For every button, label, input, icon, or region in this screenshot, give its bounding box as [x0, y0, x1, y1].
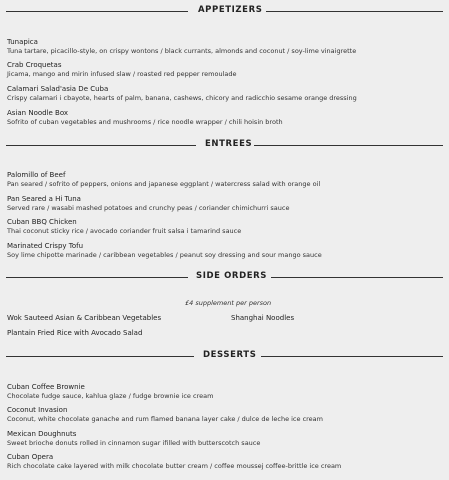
- item-description: Thai coconut sticky rice / avocado coriander fruit salsa i tamarind sauce: [7, 227, 242, 235]
- side-orders-header: [6, 271, 443, 283]
- header-rule-right: [254, 145, 443, 146]
- item-name: Coconut Invasion: [7, 406, 68, 414]
- section-title: DESSERTS: [203, 350, 257, 360]
- section-title: SIDE ORDERS: [196, 271, 268, 281]
- menu-item: [7, 195, 443, 213]
- item-description: Jicama, mango and mirin infused slaw / roasted red pepper remoulade: [7, 70, 237, 78]
- item-name: Mexican Doughnuts: [7, 430, 77, 438]
- item-name: Cuban BBQ Chicken: [7, 218, 77, 226]
- header-rule-left: [6, 11, 188, 12]
- menu-item: [7, 406, 443, 424]
- header-rule-right: [266, 11, 443, 12]
- item-name: Pan Seared a Hi Tuna: [7, 195, 81, 203]
- item-name: Cuban Opera: [7, 453, 54, 461]
- item-name: Marinated Crispy Tofu: [7, 242, 84, 250]
- item-description: Soy lime chipotte marinade / caribbean vegetables / peanut soy dressing and sour mango sauce: [7, 251, 322, 259]
- section-title: APPETIZERS: [198, 5, 263, 15]
- side-order-item: Plantain Fried Rice with Avocado Salad: [7, 329, 143, 337]
- item-description: Pan seared / sofrito of peppers, onions and japanese eggplant / watercress salad with orange oil: [7, 180, 321, 188]
- menu-item: [7, 38, 443, 56]
- item-description: Tuna tartare, picacillo-style, on crispy wontons / black currants, almonds and coconut / soy-lime vinaigrette: [7, 47, 357, 55]
- item-description: Served rare / wasabi mashed potatoes and crunchy peas / coriander chimichurri sauce: [7, 204, 290, 212]
- item-name: Calamari Salad'asia De Cuba: [7, 85, 109, 93]
- item-description: Crispy calamari i cbayote, hearts of palm, banana, cashews, chicory and radicchio sesame orange dressing: [7, 94, 357, 102]
- item-name: Tunapica: [7, 38, 38, 46]
- item-name: Crab Croquetas: [7, 61, 62, 69]
- header-rule-left: [6, 145, 196, 146]
- item-description: Rich chocolate cake layered with milk chocolate butter cream / coffee moussej coffee-brittle ice cream: [7, 462, 342, 470]
- menu-item: [7, 242, 443, 260]
- desserts-header: [6, 350, 443, 362]
- header-rule-right: [271, 277, 443, 278]
- appetizers-header: [6, 5, 443, 17]
- item-name: Asian Noodle Box: [7, 109, 69, 117]
- menu-item: [7, 218, 443, 236]
- menu-item: [7, 171, 443, 189]
- header-rule-left: [6, 356, 194, 357]
- header-rule-left: [6, 277, 188, 278]
- item-description: Chocolate fudge sauce, kahlua glaze / fudge brownie ice cream: [7, 392, 214, 400]
- supplement-note: £4 supplement per person: [185, 299, 272, 307]
- menu-item: [7, 430, 443, 448]
- menu-item: [7, 109, 443, 127]
- menu-item: [7, 85, 443, 103]
- item-name: Palomillo of Beef: [7, 171, 66, 179]
- section-title: ENTREES: [205, 139, 253, 149]
- menu-item: [7, 61, 443, 79]
- item-name: Cuban Coffee Brownie: [7, 383, 85, 391]
- item-description: Sweet brioche donuts rolled in cinnamon sugar ifilled with butterscotch sauce: [7, 439, 261, 447]
- side-order-item: Wok Sauteed Asian & Caribbean Vegetables: [7, 314, 162, 322]
- item-description: Coconut, white chocolate ganache and rum flamed banana layer cake / dulce de leche ice cream: [7, 415, 323, 423]
- entrees-header: [6, 139, 443, 151]
- item-description: Sofrito of cuban vegetables and mushrooms / rice noodle wrapper / chili hoisin broth: [7, 118, 283, 126]
- side-order-item: Shanghai Noodles: [231, 314, 295, 322]
- header-rule-right: [261, 356, 443, 357]
- menu-item: [7, 453, 443, 471]
- menu-item: [7, 383, 443, 401]
